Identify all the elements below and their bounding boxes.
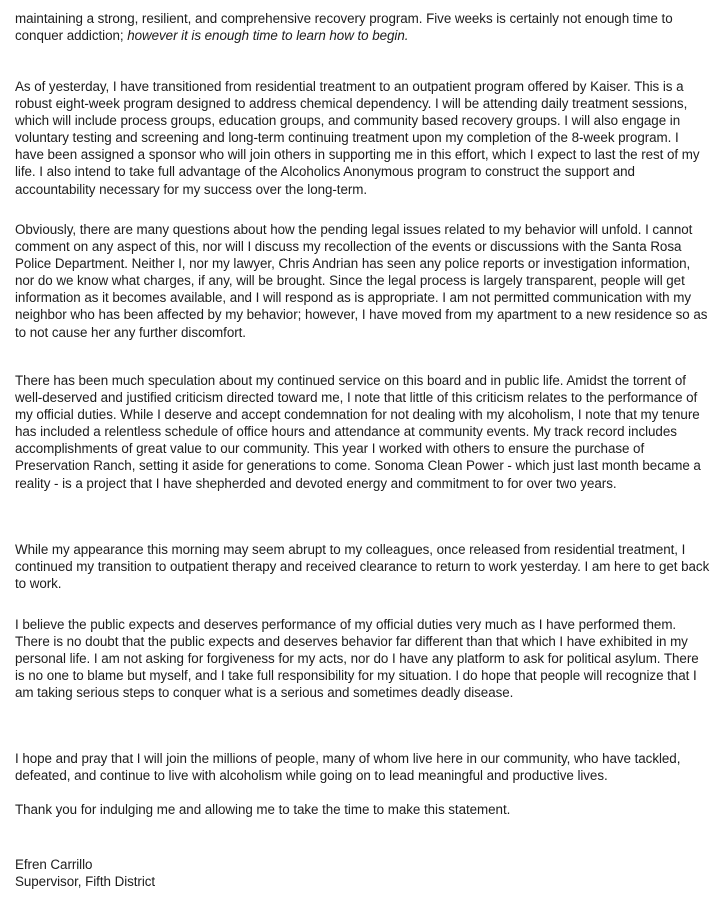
paragraph-recovery-program	[15, 10, 711, 44]
paragraph-return-to-work: While my appearance this morning may seem abrupt to my colleagues, once released from residential treatment, I continued my transition to outpatient therapy and received clearance to return to work yesterday. I am here to get back to work.	[15, 542, 710, 592]
paragraph-text: maintaining a strong, resilient, and comprehensive recovery program. Five weeks is certainly not enough time to conquer addiction;	[15, 11, 673, 44]
paragraph-legal-issues: Obviously, there are many questions about how the pending legal issues related to my behavior will unfold. I cannot comment on any aspect of this, nor will I discuss my recollection of the events or discussions with the Santa Rosa Police Department. Neither I, nor my lawyer, Chris Andrian has seen any police reports or investigation information, nor do we know what charges, if any, will be brought. Since the legal process is largely transparent, people will get information as it becomes available, and I will respond as is appropriate. I am not permitted communication with my neighbor who has been affected by my behavior; however, I have moved from my apartment to a new residence so as to not cause her any further discomfort.	[15, 222, 708, 340]
paragraph-hope-and-pray: I hope and pray that I will join the millions of people, many of whom live here in our community, who have tackled, defeated, and continue to live with alcoholism while going on to lead meaningful and productive lives.	[15, 751, 681, 784]
paragraph-public-expectations: I believe the public expects and deserves performance of my official duties very much as I have performed them. There is no doubt that the public expects and deserves behavior far different than that which I have exhibited in my personal life. I am not asking for forgiveness for my acts, nor do I have any platform to ask for political asylum. There is no one to blame but myself, and I take full responsibility for my situation. I do hope that people will recognize that I am taking serious steps to conquer what is a serious and sometimes deadly disease.	[15, 617, 699, 701]
paragraph-thank-you: Thank you for indulging me and allowing me to take the time to make this statement.	[15, 802, 511, 817]
paragraph-outpatient-program: As of yesterday, I have transitioned from residential treatment to an outpatient program offered by Kaiser. This is a robust eight-week program designed to address chemical dependency. I will be attending daily treatment sessions, which will include process groups, education groups, and community based recovery groups. I will also engage in voluntary testing and screening and long-term continuing treatment upon my completion of the 8-week program. I have been assigned a sponsor who will join others in supporting me in this effort, which I expect to last the rest of my life. I also intend to take full advantage of the Alcoholics Anonymous program to construct the support and accountability necessary for my success over the long-term.	[15, 79, 700, 197]
paragraph-continued-service: There has been much speculation about my continued service on this board and in public life. Amidst the torrent of well-deserved and justified criticism directed toward me, I note that little of this criticism relates to the performance of my official duties. While I deserve and accept condemnation for not dealing with my alcoholism, I note that my tenure has included a relentless schedule of office hours and attendance at community events. My track record includes accomplishments of great value to our community. This year I worked with others to ensure the purchase of Preservation Ranch, setting it aside for generations to come. Sonoma Clean Power - which just last month became a reality - is a project that I have shepherded and devoted energy and commitment to for over two years.	[15, 373, 701, 491]
signature-name: Efren Carrillo	[15, 857, 93, 872]
signature-block	[15, 856, 711, 890]
paragraph-italic-text: however it is enough time to learn how to begin.	[127, 28, 409, 44]
signature-title: Supervisor, Fifth District	[15, 874, 156, 890]
